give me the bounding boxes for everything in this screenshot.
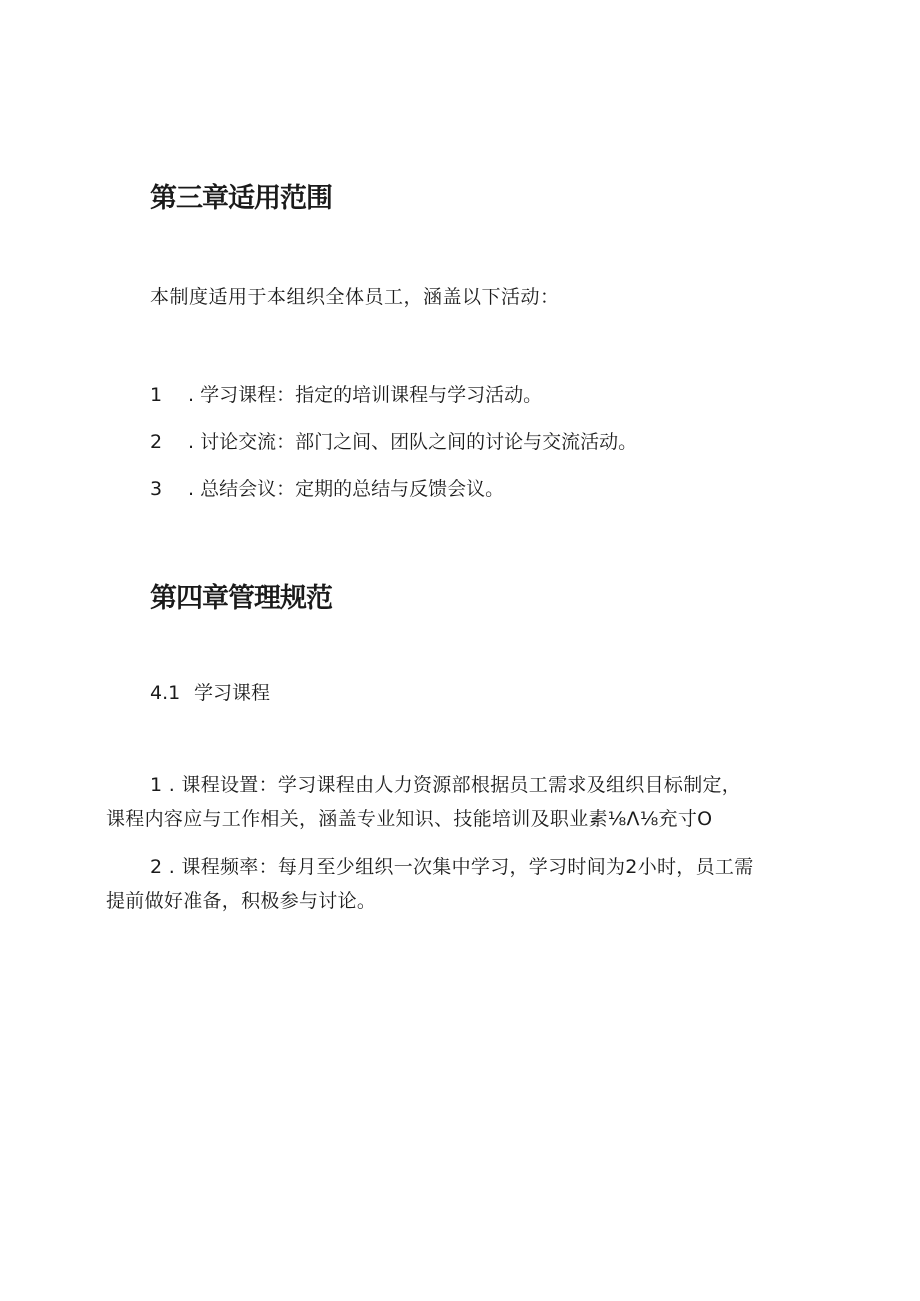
list-item-text: . 讨论交流：部门之间、团队之间的讨论与交流活动。 [188, 431, 638, 453]
list-item-text: . 学习课程：指定的培训课程与学习活动。 [188, 384, 543, 406]
list-item [150, 474, 504, 501]
chapter3-intro: 本制度适用于本组织全体员工，涵盖以下活动： [150, 286, 560, 308]
paragraph-course-frequency [106, 850, 806, 918]
paragraph-line: 提前做好准备，积极参与讨论。 [106, 890, 377, 912]
list-item-number: 3 [150, 478, 163, 500]
list-item-number: 1 [150, 384, 163, 406]
chapter4-title: 第四章管理规范 [150, 583, 332, 614]
section-heading [150, 678, 270, 705]
section-title: 学习课程 [194, 682, 271, 704]
list-item [150, 380, 542, 407]
list-item-number: 2 [150, 431, 163, 453]
paragraph-course-setup [106, 768, 806, 836]
paragraph-line: 2 . 课程频率：每月至少组织一次集中学习，学习时间为2小时，员工需 [150, 856, 754, 878]
paragraph-line: 课程内容应与工作相关，涵盖专业知识、技能培训及职业素⅛Λ⅛充寸O [106, 808, 713, 830]
paragraph-line: 1 . 课程设置：学习课程由人力资源部根据员工需求及组织目标制定， [150, 774, 742, 796]
list-item [150, 427, 637, 454]
chapter3-title: 第三章适用范围 [150, 183, 332, 214]
list-item-text: . 总结会议：定期的总结与反馈会议。 [188, 478, 505, 500]
section-number: 4.1 [150, 682, 181, 704]
